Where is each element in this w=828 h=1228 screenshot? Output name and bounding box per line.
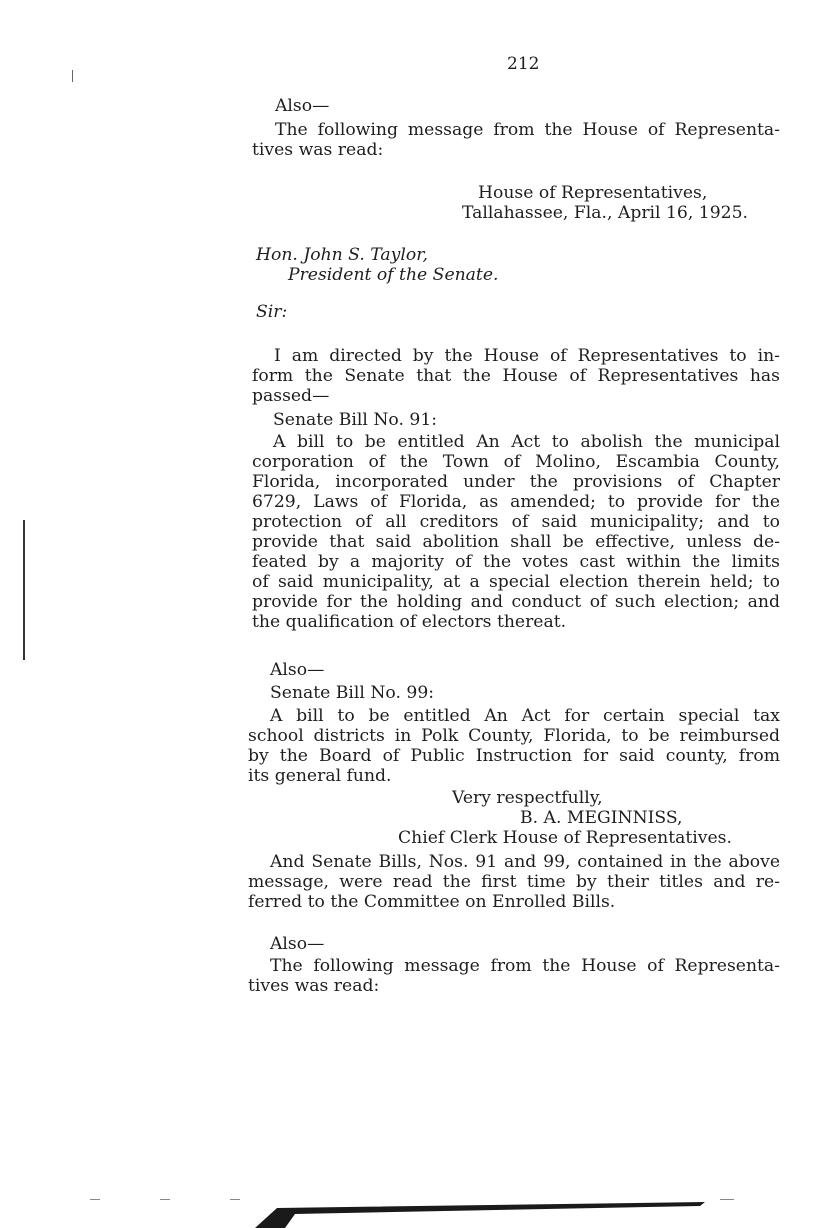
action-line-3: ferred to the Committee on Enrolled Bills. bbox=[248, 892, 616, 912]
bill-91-line: the qualification of electors thereat. bbox=[252, 612, 567, 632]
scan-bottom-dash bbox=[230, 1199, 240, 1200]
letterhead-origin: House of Representatives, bbox=[478, 183, 708, 203]
action-line-1: And Senate Bills, Nos. 91 and 99, contained in the above bbox=[270, 852, 780, 872]
also-heading-2: Also— bbox=[270, 660, 325, 680]
bill-91-line: protection of all creditors of said municipality; and to bbox=[252, 512, 780, 532]
bill-99-label: Senate Bill No. 99: bbox=[270, 683, 435, 703]
scan-bottom-dash bbox=[90, 1199, 100, 1200]
addressee-name: Hon. John S. Taylor, bbox=[256, 245, 428, 265]
closing: Very respectfully, bbox=[452, 788, 603, 808]
body-line-2: form the Senate that the House of Representatives has bbox=[252, 366, 780, 386]
scan-bottom-shadow bbox=[255, 1200, 705, 1228]
bill-91-line: provide for the holding and conduct of such election; and bbox=[252, 592, 780, 612]
action-line-2: message, were read the first time by their titles and re- bbox=[248, 872, 780, 892]
bill-91-line: of said municipality, at a special election therein held; to bbox=[252, 572, 780, 592]
bill-91-line: feated by a majority of the votes cast within the limits bbox=[252, 552, 780, 572]
signature-name: B. A. MEGINNISS, bbox=[520, 808, 683, 828]
also-heading-3: Also— bbox=[270, 934, 325, 954]
bill-99-line: school districts in Polk County, Florida, to be reimbursed bbox=[248, 726, 780, 746]
also-heading-1: Also— bbox=[275, 96, 330, 116]
intro-line-2: tives was read: bbox=[252, 140, 384, 160]
addressee-title: President of the Senate. bbox=[288, 265, 499, 285]
body-line-3: passed— bbox=[252, 386, 330, 406]
bill-91-label: Senate Bill No. 91: bbox=[273, 410, 438, 430]
body-line-1: I am directed by the House of Representatives to in- bbox=[274, 346, 780, 366]
salutation: Sir: bbox=[256, 302, 288, 322]
second-intro-line-2: tives was read: bbox=[248, 976, 380, 996]
scan-mark bbox=[72, 70, 73, 82]
bill-99-line: by the Board of Public Instruction for said county, from bbox=[248, 746, 780, 766]
page-number: 212 bbox=[507, 54, 540, 74]
bill-99-line: its general fund. bbox=[248, 766, 392, 786]
scan-bottom-dash bbox=[160, 1199, 170, 1200]
bill-91-line: corporation of the Town of Molino, Escambia County, bbox=[252, 452, 780, 472]
second-intro-line-1: The following message from the House of Representa- bbox=[270, 956, 780, 976]
bill-99-line: A bill to be entitled An Act for certain special tax bbox=[270, 706, 780, 726]
scan-bottom-dash bbox=[720, 1199, 734, 1200]
intro-line-1: The following message from the House of Representa- bbox=[275, 120, 780, 140]
bill-91-line: A bill to be entitled An Act to abolish the municipal bbox=[273, 432, 780, 452]
bill-91-line: 6729, Laws of Florida, as amended; to provide for the bbox=[252, 492, 780, 512]
bill-91-line: Florida, incorporated under the provisions of Chapter bbox=[252, 472, 780, 492]
bill-91-line: provide that said abolition shall be effective, unless de- bbox=[252, 532, 780, 552]
signature-title: Chief Clerk House of Representatives. bbox=[398, 828, 732, 848]
letterhead-place-date: Tallahassee, Fla., April 16, 1925. bbox=[462, 203, 748, 223]
scan-margin-line bbox=[23, 520, 25, 660]
